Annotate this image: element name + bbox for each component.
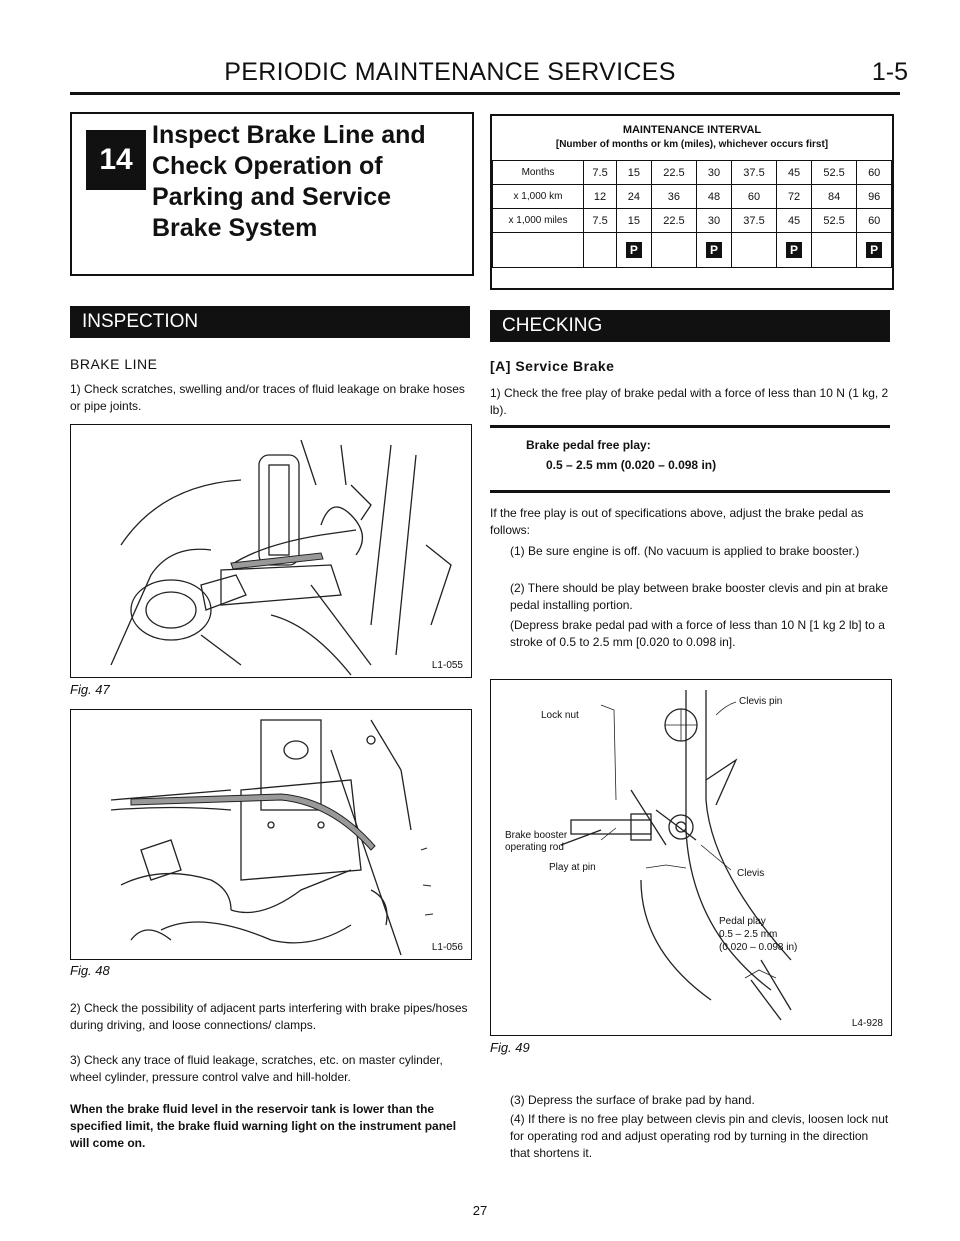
cell: [731, 233, 777, 268]
label-booster-rod-2: operating rod: [505, 842, 564, 853]
figure-49: [490, 679, 892, 1036]
maintenance-heading: MAINTENANCE INTERVAL: [622, 124, 762, 136]
page-header-title: PERIODIC MAINTENANCE SERVICES: [224, 58, 676, 86]
cell: 72: [777, 185, 812, 209]
header-rule: [70, 92, 900, 95]
figure-48: [70, 709, 472, 960]
inspection-step-1: 1) Check scratches, swelling and/or traces of fluid leakage on brake hoses or pipe joints.: [70, 382, 465, 413]
cell: [811, 233, 857, 268]
spec-box: [490, 425, 890, 493]
table-row-p-marks: [493, 233, 892, 268]
section-number-badge: 14: [86, 130, 146, 190]
cell: [584, 233, 617, 268]
cell: 15: [617, 161, 652, 185]
checking-sub-4: (4) If there is no free play between clevis pin and clevis, loosen lock nut for operating rod and adjust operating rod by turning in the direction that shortens it.: [510, 1112, 889, 1160]
cell: 15: [617, 209, 652, 233]
figure-47: [70, 424, 472, 678]
checking-bar: CHECKING: [490, 310, 890, 342]
label-clevis: Clevis: [737, 868, 765, 879]
cell: 37.5: [731, 209, 777, 233]
cell: [697, 233, 732, 268]
cell: 12: [584, 185, 617, 209]
cell: 22.5: [651, 209, 697, 233]
p-mark-icon: P: [866, 242, 882, 258]
row-label: x 1,000 km: [493, 185, 584, 209]
figure-caption: Fig. 49: [490, 1040, 530, 1055]
label-pedal-play-3: (0.020 – 0.098 in): [719, 942, 798, 953]
checking-sub-2b: (Depress brake pedal pad with a force of less than 10 N [1 kg 2 lb] to a stroke of 0.5 to 2.5 mm [0.020 to 0.098 in].: [510, 618, 885, 649]
warning-note: When the brake fluid level in the reservoir tank is lower than the specified limit, the brake fluid warning light on the instrument panel will come on.: [70, 1102, 457, 1150]
table-row: [493, 161, 892, 185]
section-title: [152, 120, 467, 244]
section-title-line: Parking and Service: [152, 183, 392, 211]
cell: [857, 233, 892, 268]
page-header-ref: 1-5: [871, 58, 908, 86]
table-row: [493, 185, 892, 209]
cell: 7.5: [584, 161, 617, 185]
brake-pipe-illustration: [71, 710, 471, 959]
label-clevis-pin: Clevis pin: [739, 696, 783, 707]
brake-line-heading: BRAKE LINE: [70, 356, 158, 372]
checking-sub-3: (3) Depress the surface of brake pad by hand.: [510, 1093, 755, 1107]
maintenance-subheading: [Number of months or km (miles), whichever occurs first]: [555, 139, 829, 150]
label-booster-rod-1: Brake booster: [505, 830, 568, 841]
figure-caption: Fig. 47: [70, 682, 110, 697]
spec-value: 0.5 – 2.5 mm (0.020 – 0.098 in): [546, 458, 717, 472]
inspection-bar: INSPECTION: [70, 306, 470, 338]
section-title-line: Check Operation of: [152, 152, 383, 180]
label-pedal-play-1: Pedal play: [719, 916, 766, 927]
cell: 45: [777, 161, 812, 185]
cell: 60: [731, 185, 777, 209]
cell: 36: [651, 185, 697, 209]
brake-hose-illustration: [71, 425, 471, 677]
p-mark-icon: P: [706, 242, 722, 258]
figure-code: L1-056: [431, 942, 463, 953]
section-title-line: Brake System: [152, 214, 318, 242]
cell: 45: [777, 209, 812, 233]
cell: 52.5: [811, 161, 857, 185]
p-mark-icon: P: [626, 242, 642, 258]
spec-label: Brake pedal free play:: [526, 438, 651, 452]
cell: 52.5: [811, 209, 857, 233]
cell: 60: [857, 161, 892, 185]
cell: 37.5: [731, 161, 777, 185]
label-play-at-pin: Play at pin: [549, 862, 596, 873]
cell: 7.5: [584, 209, 617, 233]
inspection-step-2: 2) Check the possibility of adjacent parts interfering with brake pipes/hoses during driving, and loose connections/ clamps.: [70, 1001, 468, 1032]
section-title-line: Inspect Brake Line and: [152, 121, 426, 149]
section-title-box: [70, 112, 474, 276]
inspection-step-3: 3) Check any trace of fluid leakage, scratches, etc. on master cylinder, wheel cylinder, pressure control valve and hill-holder.: [70, 1053, 443, 1084]
brake-pedal-diagram: [491, 680, 891, 1035]
checking-sub-2: (2) There should be play between brake booster clevis and pin at brake pedal installing portion.: [510, 581, 889, 612]
cell: 22.5: [651, 161, 697, 185]
cell: 96: [857, 185, 892, 209]
cell: [617, 233, 652, 268]
cell: 30: [697, 161, 732, 185]
figure-code: L1-055: [431, 660, 463, 671]
cell: 24: [617, 185, 652, 209]
label-pedal-play-2: 0.5 – 2.5 mm: [719, 929, 778, 940]
cell: 84: [811, 185, 857, 209]
cell: [651, 233, 697, 268]
table-row: [493, 209, 892, 233]
label-lock-nut: Lock nut: [541, 710, 579, 721]
checking-sub-1: (1) Be sure engine is off. (No vacuum is applied to brake booster.): [510, 544, 860, 558]
cell: 60: [857, 209, 892, 233]
checking-intro: If the free play is out of specifications above, adjust the brake pedal as follows:: [490, 506, 864, 537]
checking-step-1: 1) Check the free play of brake pedal with a force of less than 10 N (1 kg, 2 lb).: [490, 386, 889, 417]
maintenance-interval-table: [490, 114, 894, 290]
page-number: 27: [472, 1203, 488, 1218]
row-label: [493, 233, 584, 268]
figure-code: L4-928: [851, 1018, 883, 1029]
service-brake-heading: [A] Service Brake: [490, 358, 615, 374]
figure-caption: Fig. 48: [70, 963, 110, 978]
row-label: Months: [493, 161, 584, 185]
cell: [777, 233, 812, 268]
p-mark-icon: P: [786, 242, 802, 258]
interval-grid: [492, 160, 892, 268]
cell: 48: [697, 185, 732, 209]
row-label: x 1,000 miles: [493, 209, 584, 233]
cell: 30: [697, 209, 732, 233]
